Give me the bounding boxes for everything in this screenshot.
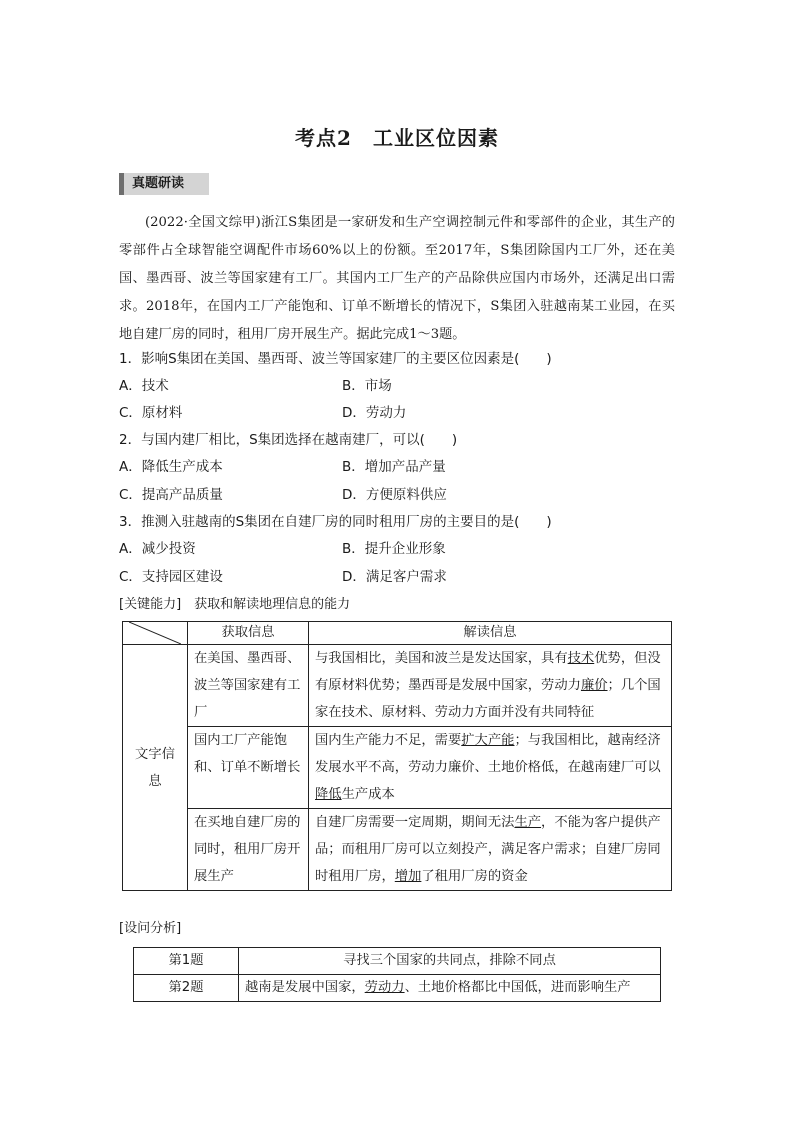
page-title: 考点2 工业区位因素 — [295, 126, 499, 150]
analysis-label: [设问分析] — [119, 921, 182, 936]
header-interpret-info: 解读信息 — [309, 622, 672, 645]
question-3-stem: 3．推测入驻越南的S集团在自建厂房的同时租用厂房的主要目的是( ) — [119, 514, 552, 530]
q2-option-d[interactable]: D．方便原料供应 — [342, 487, 447, 503]
analysis-question-2: 第2题 — [134, 975, 239, 1002]
interp-text: 生产成本 — [341, 787, 395, 802]
analysis-answer-1: 寻找三个国家的共同点，排除不同点 — [239, 948, 661, 975]
q1-option-d[interactable]: D．劳动力 — [342, 405, 407, 421]
q1-option-c[interactable]: C．原材料 — [119, 405, 183, 421]
interp-underlined: 增加 — [394, 869, 422, 884]
header-obtain-info: 获取信息 — [188, 622, 309, 645]
answer-text: 越南是发展中国家， — [245, 980, 365, 995]
table-row — [134, 975, 661, 1002]
table-row — [123, 645, 672, 727]
question-1-stem: 1．影响S集团在美国、墨西哥、波兰等国家建厂的主要区位因素是( ) — [119, 351, 552, 367]
analysis-answer-2 — [239, 975, 661, 1002]
q3-option-a[interactable]: A．减少投资 — [119, 541, 196, 557]
interp-underlined: 廉价 — [580, 678, 608, 693]
analysis-question-1: 第1题 — [134, 948, 239, 975]
q2-option-a[interactable]: A．降低生产成本 — [119, 459, 223, 475]
info-cell-1: 在美国、墨西哥、波兰等国家建有工厂 — [188, 645, 309, 727]
table-header-row — [123, 622, 672, 645]
interp-text: ；几个国家在技术、原材料、劳动力方面并没有共同特征 — [315, 678, 661, 720]
interp-cell-2 — [309, 727, 672, 809]
passage-text: (2022·全国文综甲)浙江S集团是一家研发和生产空调控制元件和零部件的企业，其生产的零部件占全球智能空调配件市场60%以上的份额。至2017年，S集团除国内工厂外，还在美国、墨西哥、波兰等国家建有工厂。其国内工厂生产的产品除供应国内市场外，还满足出口需求。2018年，在国内工厂产能饱和、订单不断增长的情况下，S集团入驻越南某工业园，在买地自建厂房的同时，租用厂房开展生产。据此完成1～3题。 — [119, 215, 675, 342]
interp-underlined: 生产 — [514, 815, 542, 830]
q1-option-a[interactable]: A．技术 — [119, 378, 169, 394]
diagonal-line — [129, 622, 181, 644]
q2-option-b[interactable]: B．增加产品产量 — [342, 459, 446, 475]
question-2-stem: 2．与国内建厂相比，S集团选择在越南建厂，可以( ) — [119, 432, 458, 448]
q3-option-d[interactable]: D．满足客户需求 — [342, 569, 447, 585]
q1-option-b[interactable]: B．市场 — [342, 378, 392, 394]
interp-text: ，不能为客户提供产品；而租用厂房可以立刻投产，满足客户需求；自建厂房同时租用厂房， — [315, 815, 661, 884]
info-cell-2: 国内工厂产能饱和、订单不断增长 — [188, 727, 309, 809]
table-row — [123, 809, 672, 891]
interp-text: 优势，但没有原材料优势；墨西哥是发展中国家，劳动力 — [315, 651, 661, 693]
key-ability-label: [关键能力] 获取和解读地理信息的能力 — [119, 597, 351, 612]
key-ability-table — [122, 621, 672, 891]
section-label: 真题研读 — [132, 176, 185, 191]
interp-underlined: 技术 — [567, 651, 595, 666]
question-passage — [119, 209, 675, 349]
interp-text: 了租用厂房的资金 — [421, 869, 528, 884]
section-label-bar — [119, 173, 209, 195]
answer-text: 、土地价格都比中国低，进而影响生产 — [404, 980, 631, 995]
interp-text: 与我国相比，美国和波兰是发达国家，具有 — [315, 651, 568, 666]
q3-option-b[interactable]: B．提升企业形象 — [342, 541, 446, 557]
interp-underlined: 扩大产能 — [461, 733, 515, 748]
interp-text: 国内生产能力不足，需要 — [315, 733, 462, 748]
q3-option-c[interactable]: C．支持园区建设 — [119, 569, 223, 585]
interp-underlined: 降低 — [315, 787, 342, 802]
interp-cell-3 — [309, 809, 672, 891]
diagonal-header-cell — [123, 622, 188, 645]
row-group-label: 文字信息 — [123, 645, 188, 891]
analysis-table — [133, 947, 661, 1002]
table-row — [123, 727, 672, 809]
interp-cell-1 — [309, 645, 672, 727]
table-row — [134, 948, 661, 975]
answer-underlined: 劳动力 — [364, 980, 405, 995]
info-cell-3: 在买地自建厂房的同时，租用厂房开展生产 — [188, 809, 309, 891]
interp-text: 自建厂房需要一定周期，期间无法 — [315, 815, 515, 830]
interp-text: ；与我国相比，越南经济发展水平不高，劳动力廉价、土地价格低，在越南建厂可以 — [315, 733, 661, 775]
q2-option-c[interactable]: C．提高产品质量 — [119, 487, 223, 503]
